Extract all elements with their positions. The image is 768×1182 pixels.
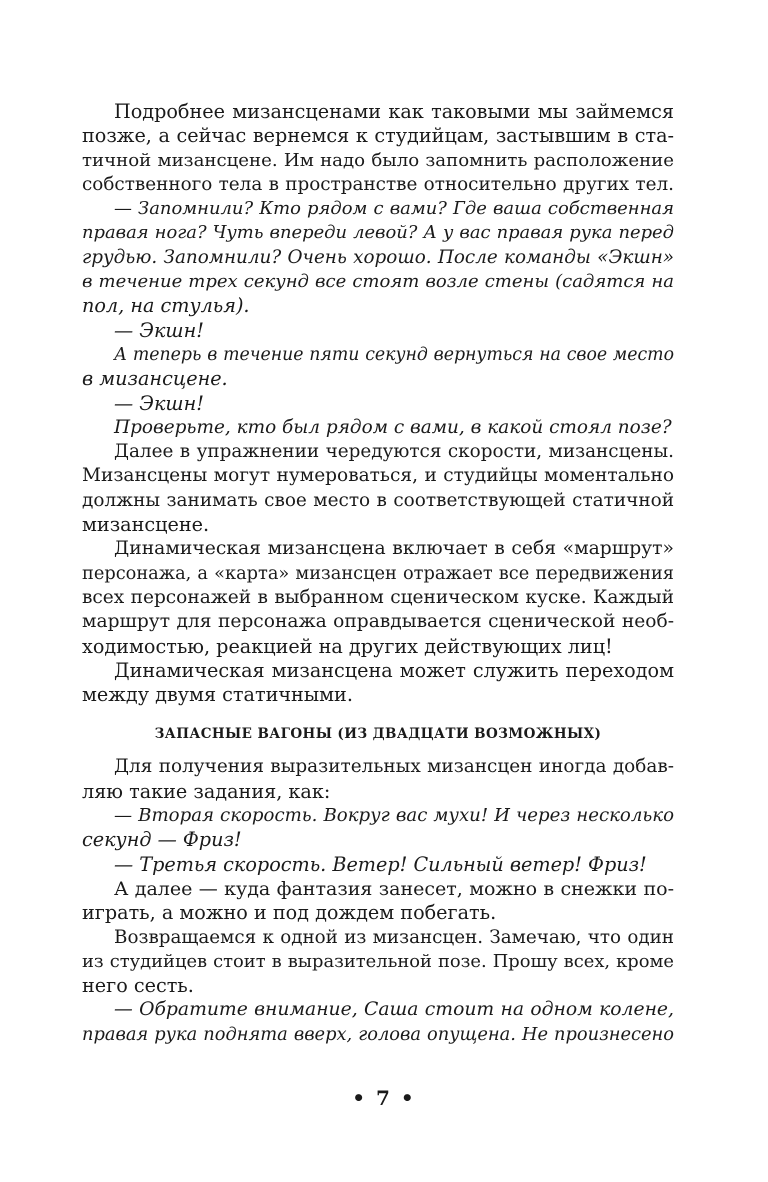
dialogue-line: — Вторая скорость. Вокруг вас мухи! И через несколько [114,805,674,827]
dialogue-line: правая нога? Чуть впереди левой? А у вас правая рука перед [82,222,674,244]
dialogue-line: — Запомнили? Кто рядом с вами? Где ваша собственная [114,198,674,220]
text-line: должны занимать свое место в соответствующей статичной [82,489,674,511]
dialogue-line: — Третья скорость. Ветер! Сильный ветер! Фриз! [114,852,647,876]
text-line: позже, а сейчас вернемся к студийцам, застывшим в ста- [82,124,674,148]
text-line: между двумя статичными. [82,683,353,707]
text-line: Динамическая мизансцена может служить переходом [114,658,674,682]
text-line: тичной мизансцене. Им надо было запомнить расположение [82,149,674,171]
dialogue-line: секунд — Фриз! [82,828,242,852]
text-line: Подробнее мизансценами как таковыми мы займемся [114,100,674,123]
text-line: Далее в упражнении чередуются скорости, мизансцены. [114,441,674,463]
dialogue-line: грудью. Запомнили? Очень хорошо. После команды «Экшн» [82,246,674,268]
dialogue-line: А теперь в течение пяти секунд вернуться на свое место [114,344,674,365]
text-line: него сесть. [82,974,194,998]
dialogue-line: правая рука поднята вверх, голова опущена. Не произнесено [82,1023,674,1045]
dialogue-line: — Экшн! [114,318,204,342]
text-line: ходимостью, реакцией на других действующих лиц! [82,634,613,658]
text-line: маршрут для персонажа оправдывается сценической необ- [82,611,674,633]
text-line: Возвращаемся к одной из мизансцен. Замечаю, что один [114,926,674,948]
dialogue-line: в мизансцене. [82,367,228,391]
page-number: • 7 • [352,1086,416,1110]
dialogue-line: — Обратите внимание, Саша стоит на одном колене, [114,999,674,1021]
text-line: играть, а можно и под дождем побегать. [82,901,497,925]
page-body [82,100,674,1047]
text-line: всех персонажей в выбранном сценическом куске. Каждый [82,586,674,608]
text-line: Динамическая мизансцена включает в себя «маршрут» [114,538,674,560]
text-line: собственного тела в пространстве относительно других тел. [82,173,674,195]
text-line: из студийцев стоит в выразительной позе. Прошу всех, кроме [82,950,674,972]
section-heading: ЗАПАСНЫЕ ВАГОНЫ (ИЗ ДВАДЦАТИ ВОЗМОЖНЫХ) [154,726,602,743]
text-line: Для получения выразительных мизансцен иногда добав- [114,756,674,778]
dialogue-line: пол, на стулья). [82,294,250,318]
text-line: ляю такие задания, как: [82,779,331,803]
dialogue-line: Проверьте, кто был рядом с вами, в какой стоял позе? [114,416,672,438]
dialogue-line: — Экшн! [114,391,204,415]
text-line: персонажа, а «карта» мизансцен отражает все передвижения [82,563,674,584]
text-line: Мизансцены могут нумероваться, и студийцы моментально [82,465,674,487]
text-line: А далее — куда фантазия занесет, можно в снежки по- [114,877,674,900]
text-line: мизансцене. [82,513,210,537]
dialogue-line: в течение трех секунд все стоят возле стены (садятся на [82,271,674,293]
